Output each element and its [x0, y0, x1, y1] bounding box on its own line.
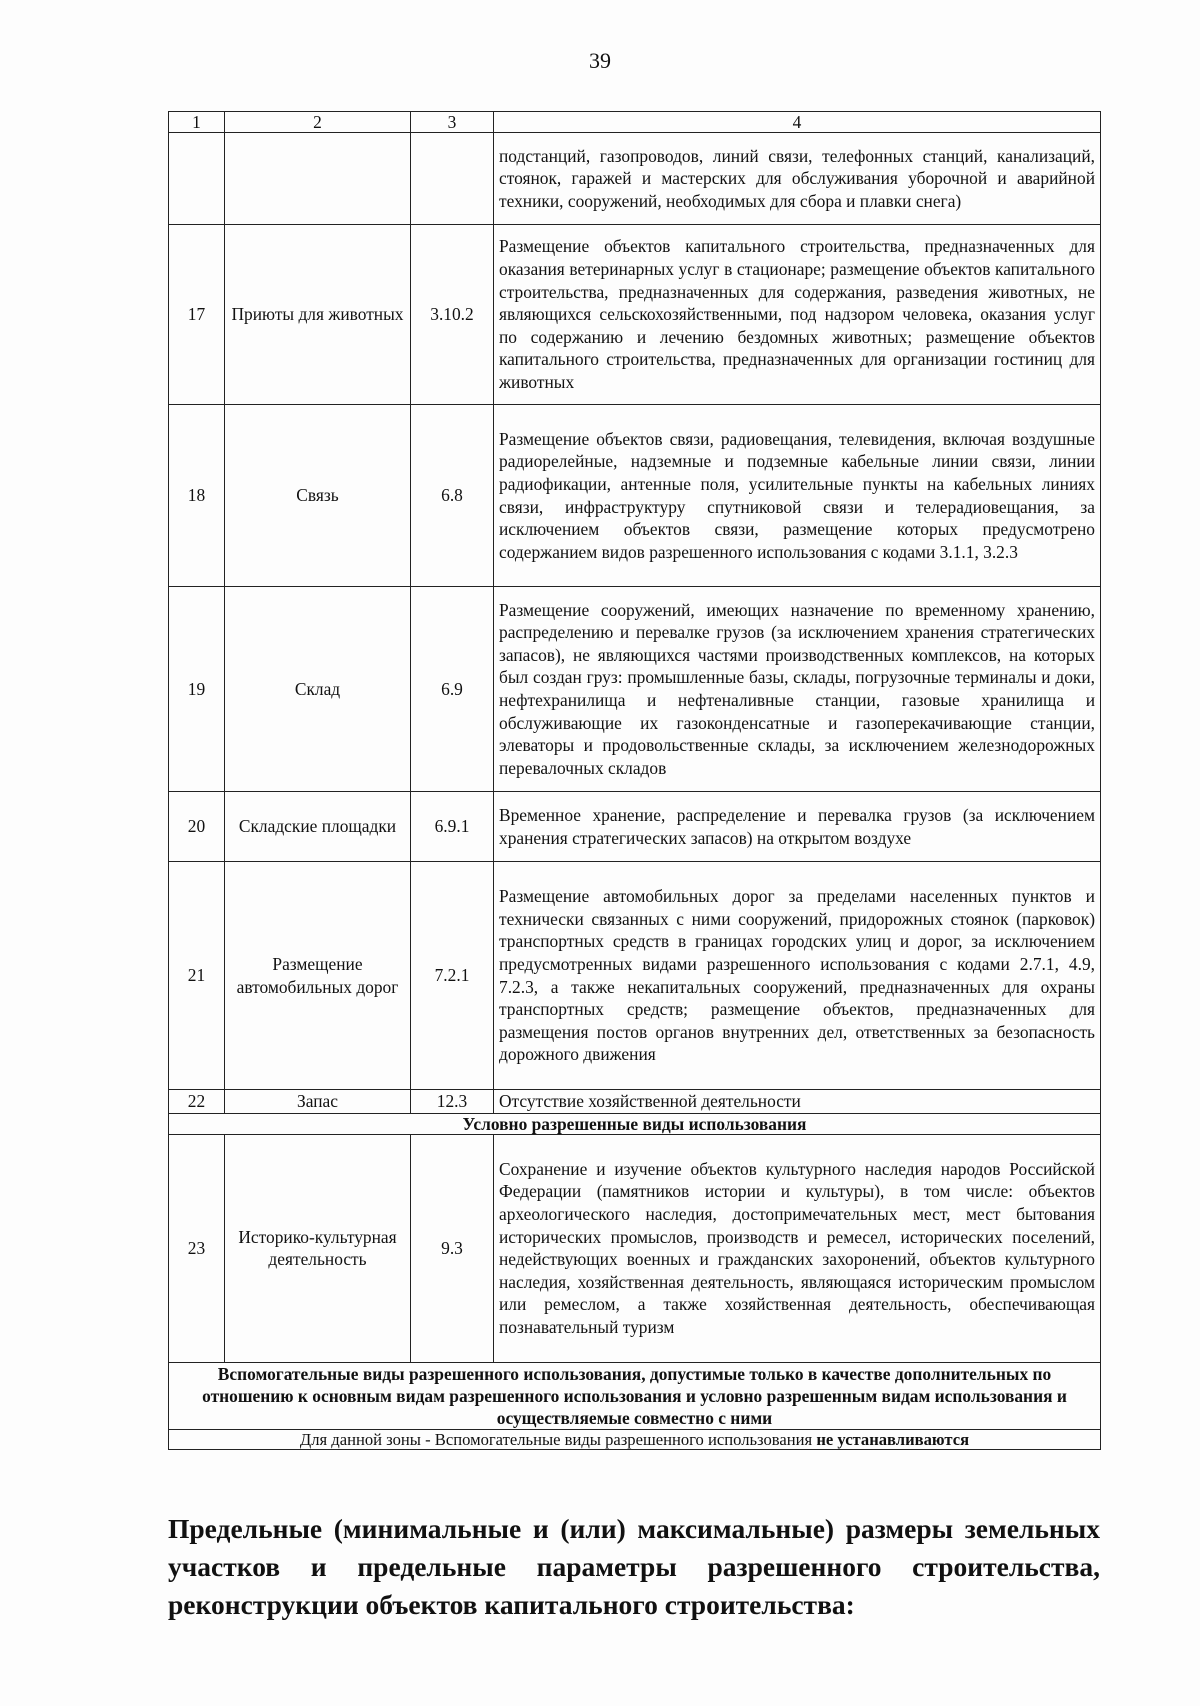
use-type-description: Сохранение и изучение объектов культурного наследия народов Российской Федерации (памятников истории и культуры), в том числе: объектов археологического наследия, достопримечательных мест, мест бытования исторических промыслов, производств и ремесел, исторических поселений, недействующих военных и гражданских захоронений, объектов культурного наследия, хозяйственная деятельность, являющаяся историческим промыслом или ремеслом, а также хозяйственная деятельность, обеспечивающая познавательный туризм	[494, 1134, 1101, 1362]
use-type-code: 6.9.1	[411, 792, 494, 862]
cell-empty	[225, 133, 411, 225]
row-number: 23	[169, 1134, 225, 1362]
page-number: 39	[589, 48, 611, 73]
use-type-description: Временное хранение, распределение и перевалка грузов (за исключением хранения стратегических запасов) на открытом воздухе	[494, 792, 1101, 862]
use-type-code: 7.2.1	[411, 862, 494, 1090]
row-number: 22	[169, 1090, 225, 1114]
auxiliary-note-row	[169, 1429, 1101, 1449]
auxiliary-section-row	[169, 1362, 1101, 1429]
cell-empty	[169, 133, 225, 225]
use-type-description: Размещение сооружений, имеющих назначение по временному хранению, распределению и перевалке грузов (за исключением хранения стратегических запасов), не являющихся частями производственных комплексов, на которых был создан груз: промышленные базы, склады, погрузочные терминалы и доки, нефтехранилища и нефтеналивные станции, газовые хранилища и обслуживающие их газоконденсатные и газоперекачивающие станции, элеваторы и продовольственные склады, за исключением железнодорожных перевалочных складов	[494, 587, 1101, 792]
use-type-name: Склад	[225, 587, 411, 792]
col-header-2: 2	[225, 112, 411, 133]
conditional-section-row	[169, 1113, 1101, 1134]
table-row	[169, 792, 1101, 862]
table-row	[169, 862, 1101, 1090]
use-type-name: Размещение автомобильных дорог	[225, 862, 411, 1090]
continuation-row	[169, 133, 1101, 225]
table-header-row	[169, 112, 1101, 133]
auxiliary-note	[169, 1429, 1101, 1449]
table-row	[169, 225, 1101, 405]
table-row	[169, 405, 1101, 587]
use-type-code: 6.8	[411, 405, 494, 587]
col-header-4: 4	[494, 112, 1101, 133]
use-type-code: 12.3	[411, 1090, 494, 1114]
use-type-description: Размещение автомобильных дорог за пределами населенных пунктов и технически связанных с ними сооружений, придорожных стоянок (парковок) транспортных средств в границах городских улиц и дорог, за исключением предусмотренных видами разрешенного использования с кодами 2.7.1, 4.9, 7.2.3, а также некапитальных сооружений, предназначенных для охраны транспортных средств; размещение объектов, предназначенных для размещения постов органов внутренних дел, ответственных за безопасность дорожного движения	[494, 862, 1101, 1090]
use-type-description: Размещение объектов капитального строительства, предназначенных для оказания ветеринарных услуг в стационаре; размещение объектов капитального строительства, предназначенных для содержания, разведения животных, не являющихся сельскохозяйственными, под надзором человека, оказания услуг по содержанию и лечению бездомных животных; размещение объектов капитального строительства, предназначенных для организации гостиниц для животных	[494, 225, 1101, 405]
conditional-section-title: Условно разрешенные виды использования	[169, 1113, 1101, 1134]
row-number: 21	[169, 862, 225, 1090]
table-row	[169, 587, 1101, 792]
cell-empty	[411, 133, 494, 225]
use-type-name: Запас	[225, 1090, 411, 1114]
use-type-name: Историко-культурная деятельность	[225, 1134, 411, 1362]
use-type-description: Размещение объектов связи, радиовещания, телевидения, включая воздушные радиорелейные, надземные и подземные кабельные линии связи, линии радиофикации, антенные поля, усилительные пункты на кабельных линиях связи, инфраструктуру спутниковой связи и телерадиовещания, за исключением объектов связи, размещение которых предусмотрено содержанием видов разрешенного использования с кодами 3.1.1, 3.2.3	[494, 405, 1101, 587]
auxiliary-section-title: Вспомогательные виды разрешенного использования, допустимые только в качестве дополнительных по отношению к основным видам разрешенного использования и условно разрешенным видам использования и осуществляемые совместно с ними	[169, 1362, 1101, 1429]
col-header-1: 1	[169, 112, 225, 133]
use-type-name: Приюты для животных	[225, 225, 411, 405]
col-header-3: 3	[411, 112, 494, 133]
use-type-name: Связь	[225, 405, 411, 587]
row-number: 17	[169, 225, 225, 405]
auxiliary-note-emphasis: не устанавливаются	[816, 1429, 970, 1449]
section-heading: Предельные (минимальные и (или) максимальные) размеры земельных участков и предельные параметры разрешенного строительства, реконструкции объектов капитального строительства:	[168, 1513, 1100, 1620]
row-number: 20	[169, 792, 225, 862]
row-number: 18	[169, 405, 225, 587]
continuation-description: подстанций, газопроводов, линий связи, телефонных станций, канализаций, стоянок, гаражей и мастерских для обслуживания уборочной и аварийной техники, сооружений, необходимых для сбора и плавки снега)	[494, 133, 1101, 225]
auxiliary-note-text: Для данной зоны - Вспомогательные виды разрешенного использования	[299, 1429, 817, 1449]
table-row	[169, 1134, 1101, 1362]
use-type-name: Складские площадки	[225, 792, 411, 862]
row-number: 19	[169, 587, 225, 792]
land-use-table	[168, 111, 1101, 1450]
use-type-code: 6.9	[411, 587, 494, 792]
table-row	[169, 1090, 1101, 1114]
use-type-description: Отсутствие хозяйственной деятельности	[494, 1090, 1101, 1114]
use-type-code: 3.10.2	[411, 225, 494, 405]
use-type-code: 9.3	[411, 1134, 494, 1362]
